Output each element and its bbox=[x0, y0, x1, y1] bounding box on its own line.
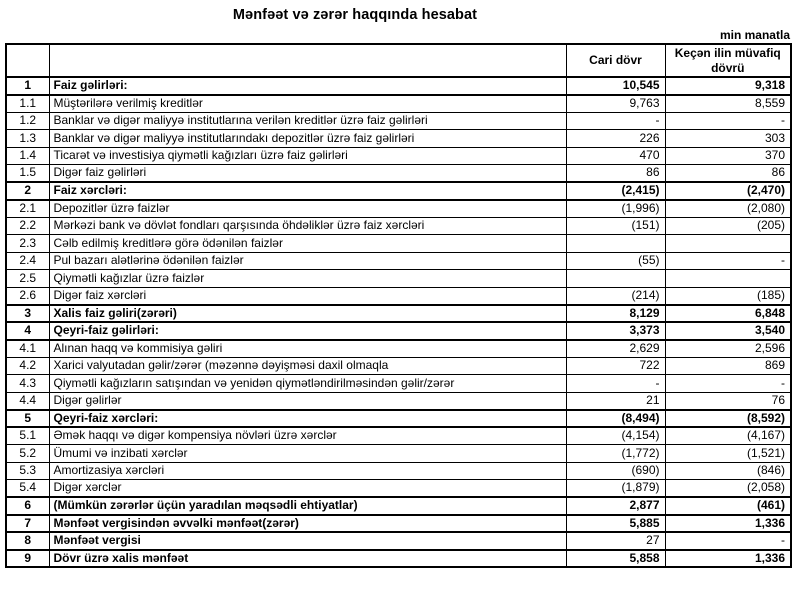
table-row bbox=[6, 270, 791, 288]
row-number-cell: 7 bbox=[6, 515, 49, 533]
row-number-cell: 1.1 bbox=[6, 95, 49, 113]
previous-period-value-cell: - bbox=[665, 532, 791, 550]
pl-statement-table bbox=[5, 43, 792, 568]
previous-period-value-cell: 8,559 bbox=[665, 95, 791, 113]
page-title: Mənfəət və zərər haqqında hesabat bbox=[232, 7, 478, 23]
row-number-cell: 1.3 bbox=[6, 130, 49, 148]
row-label-cell: Mənfəət vergisindən əvvəlki mənfəət(zərər) bbox=[49, 515, 566, 533]
row-label-cell: Banklar və digər maliyyə institutlarına verilən kreditlər üzrə faiz gəlirləri bbox=[49, 112, 566, 130]
row-number-cell: 2.2 bbox=[6, 217, 49, 235]
row-label-cell: Amortizasiya xərcləri bbox=[49, 462, 566, 480]
table-row bbox=[6, 165, 791, 183]
table-row bbox=[6, 77, 791, 95]
row-label-cell: Qeyri-faiz xərcləri: bbox=[49, 410, 566, 428]
previous-period-value-cell: (8,592) bbox=[665, 410, 791, 428]
row-number-cell: 4.2 bbox=[6, 357, 49, 375]
previous-period-value-cell: 86 bbox=[665, 165, 791, 183]
current-period-value-cell: 5,858 bbox=[566, 550, 665, 568]
previous-period-value-cell: (461) bbox=[665, 497, 791, 515]
table-row bbox=[6, 235, 791, 253]
previous-period-value-cell: (4,167) bbox=[665, 427, 791, 445]
current-period-value-cell: 21 bbox=[566, 392, 665, 410]
current-period-value-cell: (4,154) bbox=[566, 427, 665, 445]
row-label-cell: Qiymətli kağızların satışından və yenidən qiymətləndirilməsindən gəlir/zərər bbox=[49, 375, 566, 393]
row-label-cell: Qiymətli kağızlar üzrə faizlər bbox=[49, 270, 566, 288]
row-label-cell: (Mümkün zərərlər üçün yaradılan məqsədli ehtiyatlar) bbox=[49, 497, 566, 515]
current-period-value-cell: - bbox=[566, 112, 665, 130]
previous-period-value-cell: 370 bbox=[665, 147, 791, 165]
row-number-cell: 2.4 bbox=[6, 252, 49, 270]
previous-period-value-cell: 2,596 bbox=[665, 340, 791, 358]
row-label-cell: Ticarət və investisiya qiymətli kağızları üzrə faiz gəlirləri bbox=[49, 147, 566, 165]
table-row bbox=[6, 410, 791, 428]
unit-note: min manatla bbox=[719, 28, 790, 42]
table-body bbox=[6, 77, 791, 567]
current-period-value-cell: (1,772) bbox=[566, 445, 665, 463]
previous-period-value-cell: (2,058) bbox=[665, 480, 791, 498]
table-row bbox=[6, 392, 791, 410]
previous-period-value-cell: - bbox=[665, 252, 791, 270]
row-number-cell: 5.1 bbox=[6, 427, 49, 445]
table-row bbox=[6, 550, 791, 568]
previous-period-value-cell: (2,470) bbox=[665, 182, 791, 200]
row-number-cell: 6 bbox=[6, 497, 49, 515]
row-label-cell: Xarici valyutadan gəlir/zərər (məzənnə dəyişməsi daxil olmaqla bbox=[49, 357, 566, 375]
table-row bbox=[6, 375, 791, 393]
row-number-cell: 4.1 bbox=[6, 340, 49, 358]
row-label-cell: Xalis faiz gəliri(zərəri) bbox=[49, 305, 566, 323]
previous-period-value-cell: (185) bbox=[665, 287, 791, 305]
row-number-cell: 8 bbox=[6, 532, 49, 550]
current-period-value-cell: - bbox=[566, 375, 665, 393]
row-label-cell: Cəlb edilmiş kreditlərə görə ödənilən faizlər bbox=[49, 235, 566, 253]
row-number-cell: 5 bbox=[6, 410, 49, 428]
table-header bbox=[6, 44, 791, 77]
header-cell-current-period: Cari dövr bbox=[566, 44, 665, 77]
row-number-cell: 5.2 bbox=[6, 445, 49, 463]
table-row bbox=[6, 287, 791, 305]
previous-period-value-cell: (2,080) bbox=[665, 200, 791, 218]
row-number-cell: 1.5 bbox=[6, 165, 49, 183]
row-number-cell: 2.6 bbox=[6, 287, 49, 305]
previous-period-value-cell bbox=[665, 270, 791, 288]
row-number-cell: 2 bbox=[6, 182, 49, 200]
row-label-cell: Faiz gəlirləri: bbox=[49, 77, 566, 95]
table-row bbox=[6, 515, 791, 533]
previous-period-value-cell: (846) bbox=[665, 462, 791, 480]
current-period-value-cell: (55) bbox=[566, 252, 665, 270]
row-number-cell: 2.3 bbox=[6, 235, 49, 253]
current-period-value-cell: 2,629 bbox=[566, 340, 665, 358]
current-period-value-cell: 86 bbox=[566, 165, 665, 183]
row-label-cell: Mənfəət vergisi bbox=[49, 532, 566, 550]
table-row bbox=[6, 305, 791, 323]
current-period-value-cell: (151) bbox=[566, 217, 665, 235]
table-row bbox=[6, 130, 791, 148]
row-number-cell: 3 bbox=[6, 305, 49, 323]
row-label-cell: Dövr üzrə xalis mənfəət bbox=[49, 550, 566, 568]
row-label-cell: Qeyri-faiz gəlirləri: bbox=[49, 322, 566, 340]
row-label-cell: Digər faiz gəlirləri bbox=[49, 165, 566, 183]
previous-period-value-cell: - bbox=[665, 375, 791, 393]
current-period-value-cell: (690) bbox=[566, 462, 665, 480]
row-label-cell: Əmək haqqı və digər kompensiya növləri üzrə xərclər bbox=[49, 427, 566, 445]
table-row bbox=[6, 322, 791, 340]
row-label-cell: Pul bazarı alətlərinə ödənilən faizlər bbox=[49, 252, 566, 270]
row-number-cell: 1 bbox=[6, 77, 49, 95]
table-row bbox=[6, 112, 791, 130]
row-number-cell: 2.5 bbox=[6, 270, 49, 288]
row-label-cell: Müştərilərə verilmiş kreditlər bbox=[49, 95, 566, 113]
table-row bbox=[6, 182, 791, 200]
table-row bbox=[6, 462, 791, 480]
row-label-cell: Depozitlər üzrə faizlər bbox=[49, 200, 566, 218]
row-number-cell: 2.1 bbox=[6, 200, 49, 218]
table-row bbox=[6, 147, 791, 165]
row-label-cell: Ümumi və inzibati xərclər bbox=[49, 445, 566, 463]
current-period-value-cell: 10,545 bbox=[566, 77, 665, 95]
table-row bbox=[6, 532, 791, 550]
header-row bbox=[6, 44, 791, 77]
current-period-value-cell: (2,415) bbox=[566, 182, 665, 200]
current-period-value-cell: 2,877 bbox=[566, 497, 665, 515]
current-period-value-cell bbox=[566, 270, 665, 288]
previous-period-value-cell: (205) bbox=[665, 217, 791, 235]
current-period-value-cell: 9,763 bbox=[566, 95, 665, 113]
previous-period-value-cell: 3,540 bbox=[665, 322, 791, 340]
row-label-cell: Faiz xərcləri: bbox=[49, 182, 566, 200]
title-wrap bbox=[0, 6, 710, 24]
previous-period-value-cell: 6,848 bbox=[665, 305, 791, 323]
row-label-cell: Digər xərclər bbox=[49, 480, 566, 498]
current-period-value-cell: (8,494) bbox=[566, 410, 665, 428]
row-label-cell: Banklar və digər maliyyə institutlarındakı depozitlər üzrə faiz gəlirləri bbox=[49, 130, 566, 148]
previous-period-value-cell: 9,318 bbox=[665, 77, 791, 95]
table-row bbox=[6, 95, 791, 113]
current-period-value-cell: (1,879) bbox=[566, 480, 665, 498]
header-cell-number bbox=[6, 44, 49, 77]
row-number-cell: 1.2 bbox=[6, 112, 49, 130]
row-number-cell: 4.4 bbox=[6, 392, 49, 410]
table-row bbox=[6, 480, 791, 498]
previous-period-value-cell: 303 bbox=[665, 130, 791, 148]
current-period-value-cell: 470 bbox=[566, 147, 665, 165]
table-row bbox=[6, 200, 791, 218]
previous-period-value-cell: - bbox=[665, 112, 791, 130]
table-row bbox=[6, 357, 791, 375]
header-cell-label bbox=[49, 44, 566, 77]
header-cell-previous-period: Keçən ilin müvafiq dövrü bbox=[665, 44, 791, 77]
current-period-value-cell: (214) bbox=[566, 287, 665, 305]
current-period-value-cell: 3,373 bbox=[566, 322, 665, 340]
table-row bbox=[6, 217, 791, 235]
row-number-cell: 4 bbox=[6, 322, 49, 340]
current-period-value-cell: 5,885 bbox=[566, 515, 665, 533]
table-row bbox=[6, 340, 791, 358]
previous-period-value-cell: (1,521) bbox=[665, 445, 791, 463]
current-period-value-cell: (1,996) bbox=[566, 200, 665, 218]
current-period-value-cell: 8,129 bbox=[566, 305, 665, 323]
table-row bbox=[6, 445, 791, 463]
row-number-cell: 4.3 bbox=[6, 375, 49, 393]
previous-period-value-cell: 1,336 bbox=[665, 550, 791, 568]
current-period-value-cell bbox=[566, 235, 665, 253]
table-row bbox=[6, 252, 791, 270]
previous-period-value-cell: 1,336 bbox=[665, 515, 791, 533]
row-number-cell: 5.4 bbox=[6, 480, 49, 498]
table-row bbox=[6, 497, 791, 515]
row-number-cell: 9 bbox=[6, 550, 49, 568]
current-period-value-cell: 27 bbox=[566, 532, 665, 550]
current-period-value-cell: 722 bbox=[566, 357, 665, 375]
previous-period-value-cell bbox=[665, 235, 791, 253]
current-period-value-cell: 226 bbox=[566, 130, 665, 148]
table-row bbox=[6, 427, 791, 445]
previous-period-value-cell: 76 bbox=[665, 392, 791, 410]
row-label-cell: Mərkəzi bank və dövlət fondları qarşısında öhdəliklər üzrə faiz xərcləri bbox=[49, 217, 566, 235]
row-label-cell: Digər gəlirlər bbox=[49, 392, 566, 410]
row-number-cell: 1.4 bbox=[6, 147, 49, 165]
row-number-cell: 5.3 bbox=[6, 462, 49, 480]
previous-period-value-cell: 869 bbox=[665, 357, 791, 375]
row-label-cell: Alınan haqq və kommisiya gəliri bbox=[49, 340, 566, 358]
row-label-cell: Digər faiz xərcləri bbox=[49, 287, 566, 305]
